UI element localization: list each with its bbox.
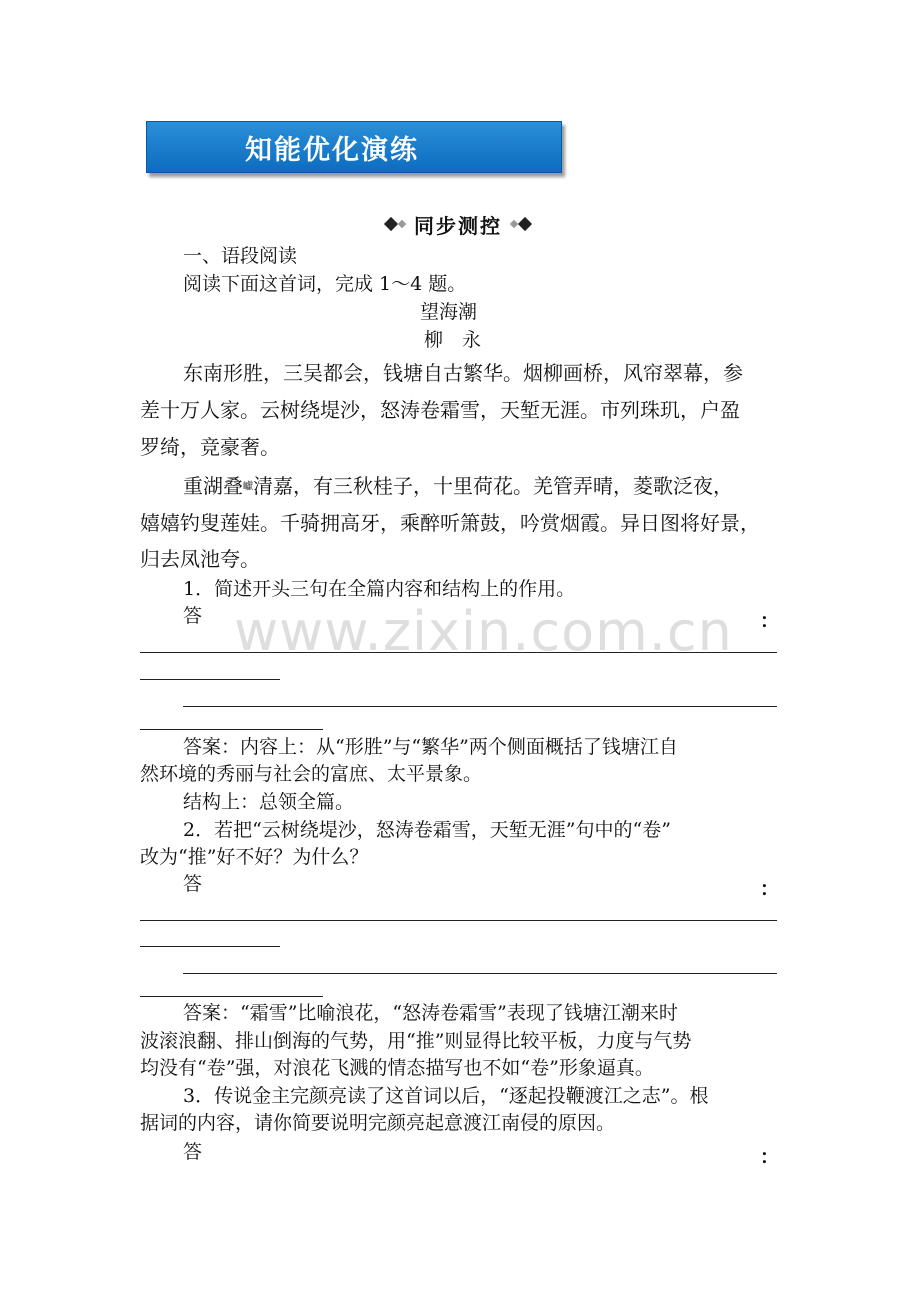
answer-prompt: 答	[183, 873, 203, 895]
answer-colon: ：	[760, 878, 780, 900]
answer-1: 答案：内容上：从“形胜”与“繁华”两个侧面概括了钱塘江自	[183, 736, 678, 758]
diamond-icon	[518, 217, 532, 231]
answer-1: 结构上：总领全篇。	[183, 791, 355, 813]
diamond-icon	[384, 217, 398, 231]
answer-colon: ：	[760, 610, 780, 632]
question-2: 改为“推”好不好？为什么？	[140, 846, 369, 868]
answer-2: 波滚浪翻、排山倒海的气势，用“推”则显得比较平板，力度与气势	[140, 1030, 692, 1052]
question-1: 1．简述开头三句在全篇内容和结构上的作用。	[183, 578, 576, 600]
answer-line	[140, 652, 777, 653]
question-3: 据词的内容，请你简要说明完颜亮起意渡江南侵的原因。	[140, 1112, 616, 1134]
poem-line: 罗绮，竞豪奢。	[140, 435, 280, 459]
poem-author: 柳 永	[424, 329, 482, 351]
poem-title: 望海潮	[420, 301, 478, 323]
answer-prompt: 答	[183, 605, 203, 627]
banner-title: 知能优化演练	[245, 134, 419, 166]
answer-2: 均没有“卷”强，对浪花飞溅的情态描写也不如“卷”形象逼真。	[140, 1057, 654, 1079]
diamond-small-icon	[398, 220, 406, 228]
answer-colon: ：	[760, 1146, 780, 1168]
section-heading	[386, 211, 530, 237]
question-2: 2．若把“云树绕堤沙，怒涛卷霜雪，天堑无涯”句中的“卷”	[183, 819, 671, 841]
instruction: 阅读下面这首词，完成 1～4 题。	[183, 273, 467, 295]
poem-line	[183, 473, 733, 501]
answer-line	[183, 973, 777, 974]
answer-line	[140, 920, 777, 921]
watermark: www.zixin.com.cn	[234, 600, 733, 663]
answer-2: 答案：“霜雪”比喻浪花，“怒涛卷霜雪”表现了钱塘江潮来时	[183, 1002, 678, 1024]
answer-line	[140, 946, 280, 947]
poem-text: 重湖叠	[183, 474, 243, 498]
poem-line: 归去凤池夸。	[140, 547, 260, 571]
poem-line: 差十万人家。云树绕堤沙，怒涛卷霜雪，天堑无涯。市列珠玑，户盈	[140, 398, 740, 422]
poem-text: 清嘉，有三秋桂子，十里荷花。羌管弄晴，菱歌泛夜，	[253, 474, 733, 498]
poem-line: 东南形胜，三吴都会，钱塘自古繁华。烟柳画桥，风帘翠幕，参	[183, 361, 743, 385]
answer-line	[140, 679, 280, 680]
answer-line	[140, 996, 323, 997]
poem-rare-char: 巘	[243, 481, 253, 493]
section-banner	[146, 121, 562, 173]
answer-line	[183, 706, 777, 707]
question-3: 3．传说金主完颜亮读了这首词以后，“逐起投鞭渡江之志”。根	[183, 1085, 709, 1107]
section-title: 同步测控	[414, 213, 502, 238]
answer-line	[140, 729, 323, 730]
answer-1: 然环境的秀丽与社会的富庶、太平景象。	[140, 763, 483, 785]
poem-line: 嬉嬉钓叟莲娃。千骑拥高牙，乘醉听箫鼓，吟赏烟霞。异日图将好景，	[140, 511, 760, 535]
part-heading: 一、语段阅读	[183, 245, 298, 267]
answer-prompt: 答	[183, 1141, 203, 1163]
